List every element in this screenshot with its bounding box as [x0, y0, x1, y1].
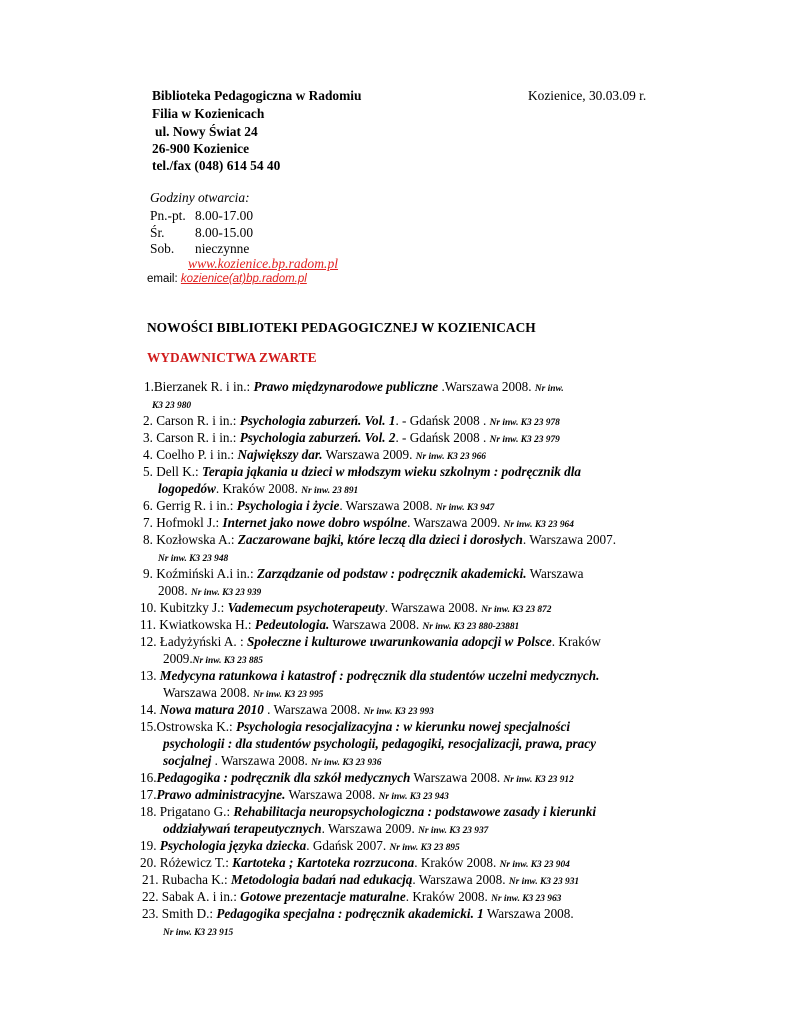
entry-text: Warszawa 2008. [483, 906, 574, 921]
list-item [158, 549, 228, 565]
list-item [143, 532, 616, 548]
list-item [143, 430, 560, 446]
email-label: email: [147, 273, 178, 285]
book-title: Psychologia zaburzeń. Vol. 1 [239, 413, 396, 428]
list-item [140, 770, 574, 786]
list-item [143, 498, 494, 514]
book-title: Pedagogika : podręcznik dla szkół medycznych [156, 770, 411, 785]
inventory-number: Nr inw. K3 23 964 [503, 520, 574, 530]
branch-name: Filia w Kozienicach [152, 106, 265, 121]
book-title: Medycyna ratunkowa i katastrof : podręcznik dla studentów uczelni medycznych. [159, 668, 600, 683]
list-item [163, 736, 596, 752]
inventory-number: Nr inw. K3 23 880-23881 [422, 622, 520, 632]
list-item [140, 855, 570, 871]
book-title: Zaczarowane bajki, które leczą dla dzieci i dorosłych [237, 532, 523, 547]
book-title: Pedeutologia. [254, 617, 330, 632]
list-item [163, 753, 381, 769]
book-title: oddziaływań terapeutycznych [163, 821, 322, 836]
inventory-number: Nr inw. K3 23 885 [192, 656, 263, 666]
entry-text: Warszawa 2008. [329, 617, 423, 632]
inventory-number: Nr inw. K3 23 979 [489, 435, 560, 445]
list-item [140, 634, 601, 650]
entry-text: . - Gdańsk 2008 . [395, 430, 490, 445]
entry-text: . Warszawa 2008. [339, 498, 436, 513]
inventory-number: Nr inw. K3 23 915 [163, 928, 234, 938]
hours-time: nieczynne [195, 241, 250, 256]
entry-text: 1.Bierzanek R. i in.: [144, 379, 254, 394]
book-title: Prawo administracyjne. [156, 787, 286, 802]
list-item [140, 668, 599, 684]
hours-row [150, 225, 253, 241]
book-title: Gotowe prezentacje maturalne [240, 889, 406, 904]
book-title: Metodologia badań nad edukacją [231, 872, 413, 887]
document-date: Kozienice, 30.03.09 r. [528, 88, 647, 103]
entry-text: . Gdańsk 2007. [306, 838, 390, 853]
list-item [140, 600, 551, 616]
list-item [143, 566, 583, 582]
inventory-number: Nr inw. K3 23 895 [389, 843, 460, 853]
entry-text: 18. Prigatano G.: [140, 804, 234, 819]
hours-heading: Godziny otwarcia: [150, 190, 250, 205]
list-item [163, 923, 233, 939]
entry-text: . Warszawa 2008. [211, 753, 312, 768]
list-item [140, 787, 449, 803]
entry-text: 19. [140, 838, 160, 853]
inventory-number: Nr inw. K3 23 931 [508, 877, 580, 887]
entry-text: 22. Sabak A. i in.: [142, 889, 241, 904]
street-address: ul. Nowy Świat 24 [155, 124, 258, 139]
entry-text: 2. Carson R. i in.: [143, 413, 240, 428]
list-item [140, 838, 460, 854]
book-title: logopedów [158, 481, 216, 496]
list-item [140, 719, 570, 735]
list-item [143, 447, 486, 463]
entry-text: 11. Kwiatkowska H.: [140, 617, 255, 632]
inventory-number: Nr inw. [534, 384, 564, 394]
book-title: Rehabilitacja neuropsychologiczna : podstawowe zasady i kierunki [233, 804, 597, 819]
list-item [140, 617, 519, 633]
entry-text: 2008. [158, 583, 191, 598]
entry-text: 14. [140, 702, 160, 717]
inventory-number: Nr inw. K3 23 943 [378, 792, 449, 802]
book-title: Psychologia języka dziecka [159, 838, 307, 853]
entry-text: 9. Koźmiński A.i in.: [143, 566, 257, 581]
phone-fax: tel./fax (048) 614 54 40 [152, 158, 281, 173]
book-title: Największy dar. [237, 447, 323, 462]
book-title: Nowa matura 2010 [159, 702, 264, 717]
entry-text: Warszawa 2008. [163, 685, 254, 700]
inventory-number: Nr inw. K3 23 872 [481, 605, 552, 615]
inventory-number: Nr inw. K3 23 904 [499, 860, 570, 870]
entry-text: 6. Gerrig R. i in.: [143, 498, 237, 513]
entry-text: 10. Kubitzky J.: [140, 600, 228, 615]
book-title: Psychologia i życie [236, 498, 340, 513]
inventory-number: Nr inw. 23 891 [301, 486, 359, 496]
entry-text: 7. Hofmokl J.: [143, 515, 223, 530]
list-item [140, 804, 596, 820]
entry-text: 15.Ostrowska K.: [140, 719, 236, 734]
entry-text: 4. Coelho P. i in.: [143, 447, 238, 462]
library-name: Biblioteka Pedagogiczna w Radomiu [152, 88, 362, 103]
inventory-number: Nr inw. K3 23 948 [158, 554, 229, 564]
list-item [163, 685, 323, 701]
entry-text: . Kraków 2008. [215, 481, 302, 496]
list-item [163, 651, 263, 667]
entry-text: . Kraków [551, 634, 601, 649]
inventory-number: Nr inw. K3 23 936 [311, 758, 382, 768]
subsection-title: WYDAWNICTWA ZWARTE [147, 350, 317, 365]
list-item [142, 872, 579, 888]
entry-text: . Warszawa 2009. [407, 515, 504, 530]
inventory-number: Nr inw. K3 23 963 [491, 894, 562, 904]
list-item [143, 413, 560, 429]
list-item [140, 702, 434, 718]
book-title: Psychologia zaburzeń. Vol. 2 [239, 430, 396, 445]
list-item [158, 481, 358, 497]
hours-day: Pn.-pt. [150, 208, 186, 223]
book-title: Psychologia resocjalizacyjna : w kierunku nowej specjalności [235, 719, 571, 734]
entry-text: . Warszawa 2008. [384, 600, 482, 615]
inventory-number: Nr inw. K3 23 912 [503, 775, 574, 785]
entry-text: 3. Carson R. i in.: [143, 430, 240, 445]
hours-day: Sob. [150, 241, 175, 256]
list-item [142, 906, 574, 922]
entry-text: 16. [140, 770, 157, 785]
hours-row [150, 241, 249, 257]
hours-time: 8.00-15.00 [195, 225, 254, 240]
entry-text: . Warszawa 2008. [263, 702, 364, 717]
book-title: Terapia jąkania u dzieci w młodszym wieku szkolnym : podręcznik dla [201, 464, 582, 479]
entry-text: 21. Rubacha K.: [142, 872, 231, 887]
email-row [147, 273, 307, 285]
book-title: Kartoteka ; Kartoteka rozrzucona [232, 855, 415, 870]
book-title: Pedagogika specjalna : podręcznik akademicki. 1 [216, 906, 484, 921]
list-item [144, 379, 564, 395]
entry-text: . Warszawa 2008. [412, 872, 509, 887]
book-title: Internet jako nowe dobro wspólne [222, 515, 408, 530]
entry-text: Warszawa 2008. [285, 787, 379, 802]
book-title: Prawo międzynarodowe publiczne [253, 379, 439, 394]
entry-text: 20. Różewicz T.: [140, 855, 233, 870]
entry-text: Warszawa 2008. [410, 770, 504, 785]
inventory-number: Nr inw. K3 23 937 [418, 826, 489, 836]
book-title: psychologii : dla studentów psychologii, pedagogiki, resocjalizacji, prawa, pracy [163, 736, 596, 751]
list-item [143, 464, 581, 480]
book-title: socjalnej [163, 753, 212, 768]
inventory-number: Nr inw. K3 23 966 [415, 452, 486, 462]
entry-text: Warszawa [526, 566, 584, 581]
website-link[interactable]: www.kozienice.bp.radom.pl [188, 256, 339, 271]
list-item [158, 583, 261, 599]
entry-text: 23. Smith D.: [142, 906, 217, 921]
entry-text: Warszawa 2009. [322, 447, 416, 462]
entry-text: . Warszawa 2009. [321, 821, 419, 836]
book-title: Społeczne i kulturowe uwarunkowania adopcji w Polsce [246, 634, 552, 649]
list-item [152, 396, 191, 412]
entry-text: 8. Kozłowska A.: [143, 532, 238, 547]
list-item [163, 821, 488, 837]
entry-text: . - Gdańsk 2008 . [395, 413, 490, 428]
inventory-number: Nr inw. K3 23 939 [190, 588, 262, 598]
entry-text: 12. Ładyżyński A. : [140, 634, 247, 649]
entry-text: . Warszawa 2007. [522, 532, 617, 547]
entry-text: .Warszawa 2008. [438, 379, 535, 394]
entry-text: 5. Dell K.: [143, 464, 202, 479]
inventory-number: Nr inw. K3 23 978 [489, 418, 560, 428]
inventory-number: Nr inw. K3 23 993 [363, 707, 434, 717]
inventory-number: Nr inw. K3 23 995 [253, 690, 324, 700]
hours-day: Śr. [150, 225, 165, 240]
inventory-number: Nr inw. K3 947 [435, 503, 495, 513]
entry-text: 2009. [163, 651, 193, 666]
entry-text: . Kraków 2008. [414, 855, 500, 870]
entry-text: 17. [140, 787, 157, 802]
hours-time: 8.00-17.00 [195, 208, 254, 223]
email-link[interactable]: kozienice(at)bp.radom.pl [180, 273, 307, 285]
book-title: Zarządzanie od podstaw : podręcznik akademicki. [256, 566, 527, 581]
list-item [142, 889, 561, 905]
entry-text: . Kraków 2008. [405, 889, 492, 904]
list-item [143, 515, 574, 531]
hours-row [150, 208, 253, 224]
book-title: Vademecum psychoterapeuty [227, 600, 385, 615]
entry-text: 13. [140, 668, 160, 683]
section-title: NOWOŚCI BIBLIOTEKI PEDAGOGICZNEJ W KOZIENICACH [147, 320, 536, 335]
inventory-number: K3 23 980 [152, 401, 192, 411]
postal-address: 26-900 Kozienice [152, 141, 250, 156]
